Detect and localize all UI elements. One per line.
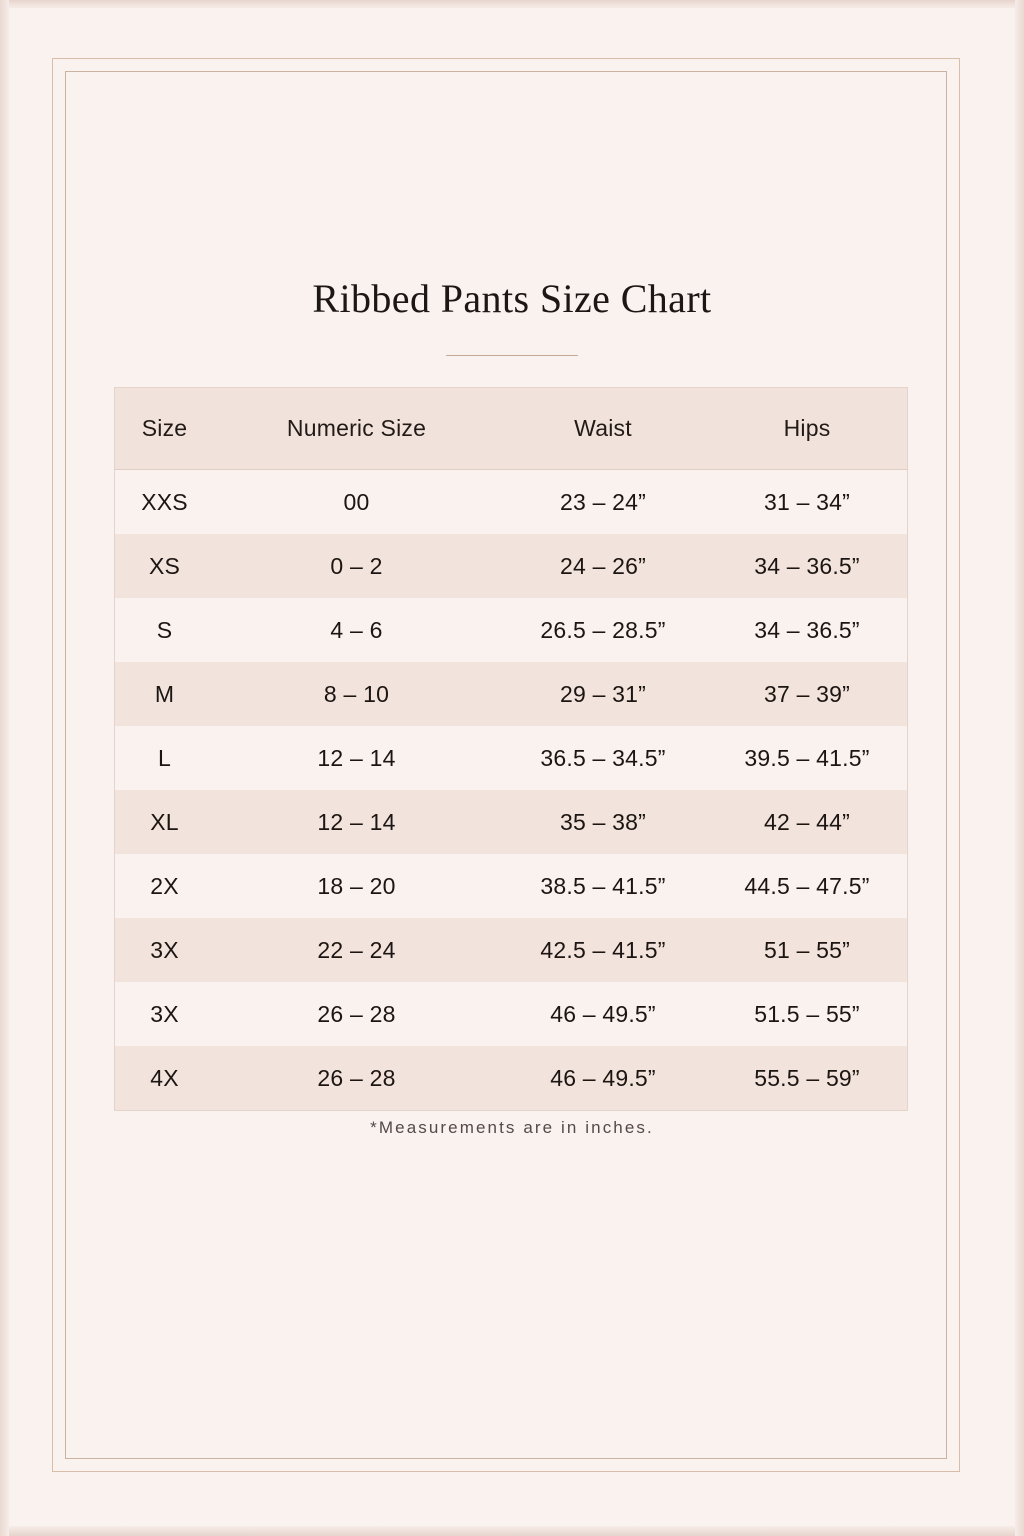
- cell-waist: 24 – 26”: [499, 534, 707, 598]
- cell-size: 2X: [115, 854, 214, 918]
- cell-hips: 37 – 39”: [707, 662, 907, 726]
- cell-numeric: 18 – 20: [214, 854, 499, 918]
- size-chart-table: [115, 388, 907, 1110]
- cell-size: 3X: [115, 918, 214, 982]
- cell-hips: 42 – 44”: [707, 790, 907, 854]
- cell-hips: 55.5 – 59”: [707, 1046, 907, 1110]
- cell-waist: 35 – 38”: [499, 790, 707, 854]
- cell-size: 3X: [115, 982, 214, 1046]
- table-row: [115, 982, 907, 1046]
- column-header-waist: Waist: [499, 388, 707, 470]
- table-row: [115, 662, 907, 726]
- table-row: [115, 1046, 907, 1110]
- cell-numeric: 12 – 14: [214, 790, 499, 854]
- table-row: [115, 534, 907, 598]
- cell-hips: 51.5 – 55”: [707, 982, 907, 1046]
- cell-hips: 31 – 34”: [707, 470, 907, 535]
- cell-size: XXS: [115, 470, 214, 535]
- cell-hips: 34 – 36.5”: [707, 598, 907, 662]
- cell-waist: 29 – 31”: [499, 662, 707, 726]
- cell-hips: 34 – 36.5”: [707, 534, 907, 598]
- table-header: [115, 388, 907, 470]
- table-row: [115, 790, 907, 854]
- cell-hips: 51 – 55”: [707, 918, 907, 982]
- cell-numeric: 26 – 28: [214, 982, 499, 1046]
- cell-numeric: 8 – 10: [214, 662, 499, 726]
- cell-numeric: 4 – 6: [214, 598, 499, 662]
- cell-hips: 39.5 – 41.5”: [707, 726, 907, 790]
- paper-edge-right: [1015, 0, 1024, 1536]
- cell-waist: 42.5 – 41.5”: [499, 918, 707, 982]
- table-row: [115, 598, 907, 662]
- title-divider: [446, 355, 578, 356]
- table-header-row: [115, 388, 907, 470]
- column-header-size: Size: [115, 388, 214, 470]
- cell-numeric: 12 – 14: [214, 726, 499, 790]
- paper-edge-top: [0, 0, 1024, 8]
- cell-waist: 26.5 – 28.5”: [499, 598, 707, 662]
- cell-waist: 23 – 24”: [499, 470, 707, 535]
- cell-waist: 36.5 – 34.5”: [499, 726, 707, 790]
- table-row: [115, 918, 907, 982]
- measurement-footnote: *Measurements are in inches.: [370, 1118, 654, 1137]
- cell-size: M: [115, 662, 214, 726]
- table-row: [115, 726, 907, 790]
- cell-size: S: [115, 598, 214, 662]
- size-chart-table-container: [114, 387, 908, 1111]
- page-title: Ribbed Pants Size Chart: [312, 276, 712, 321]
- cell-numeric: 22 – 24: [214, 918, 499, 982]
- column-header-numeric-size: Numeric Size: [214, 388, 499, 470]
- cell-numeric: 26 – 28: [214, 1046, 499, 1110]
- table-row: [115, 470, 907, 535]
- table-body: [115, 470, 907, 1111]
- cell-waist: 46 – 49.5”: [499, 1046, 707, 1110]
- cell-size: XL: [115, 790, 214, 854]
- cell-numeric: 0 – 2: [214, 534, 499, 598]
- column-header-hips: Hips: [707, 388, 907, 470]
- cell-waist: 38.5 – 41.5”: [499, 854, 707, 918]
- paper-edge-left: [0, 0, 9, 1536]
- cell-size: 4X: [115, 1046, 214, 1110]
- cell-numeric: 00: [214, 470, 499, 535]
- cell-size: XS: [115, 534, 214, 598]
- cell-waist: 46 – 49.5”: [499, 982, 707, 1046]
- cell-size: L: [115, 726, 214, 790]
- paper-edge-bottom: [0, 1526, 1024, 1536]
- cell-hips: 44.5 – 47.5”: [707, 854, 907, 918]
- table-row: [115, 854, 907, 918]
